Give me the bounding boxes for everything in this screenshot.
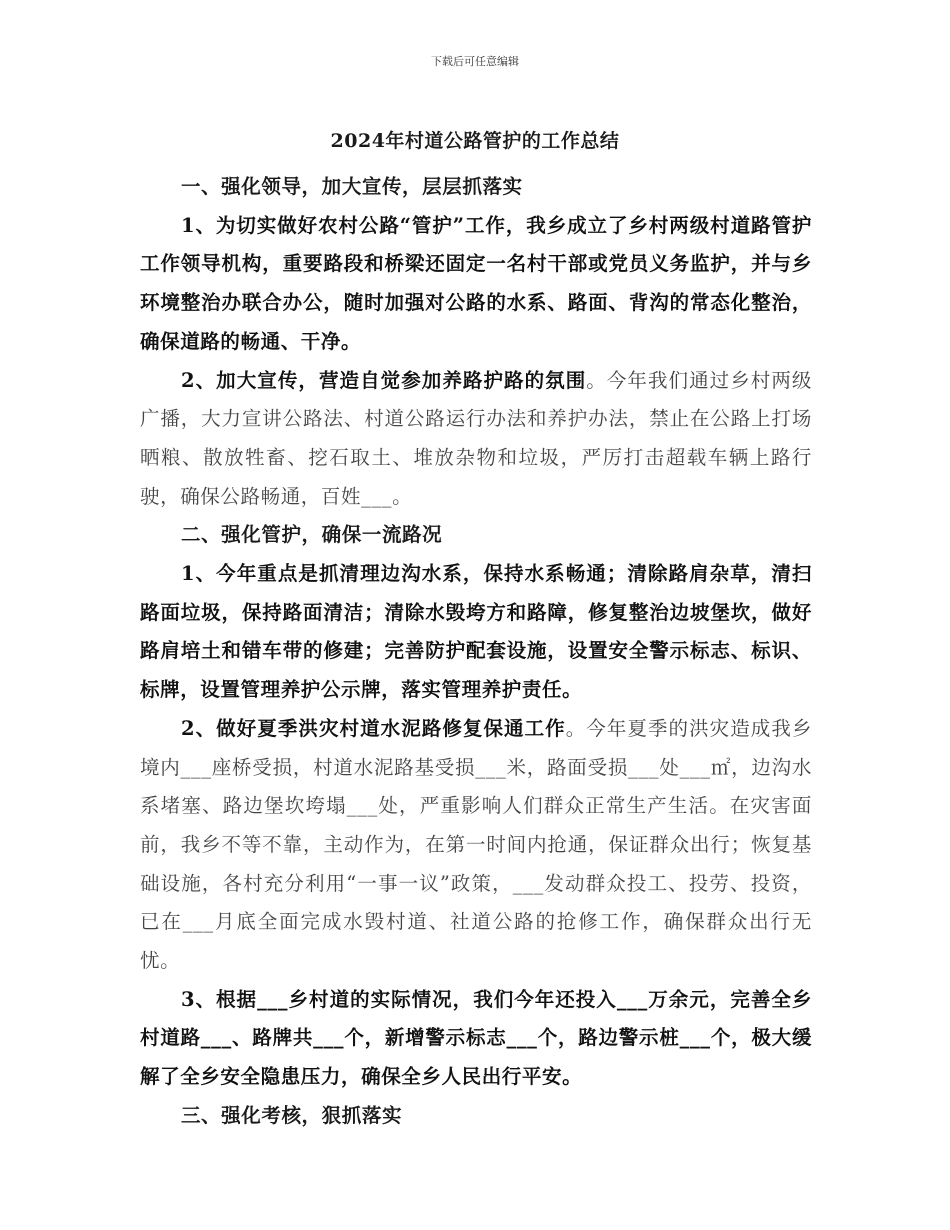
section-heading-3: 三、强化考核，狠抓落实 [180,1103,403,1127]
paragraph-2-2 [140,710,812,981]
paragraph-lead: 1、为切实做好农村公路“管护”工作，我乡成立了乡村两级村道路管护工作领导机构，重要路段和桥梁还固定一名村干部或党员义务监护，并与乡环境整治办联合办公，随时加强对公路的水系、路面、背沟的常态化整治，确保道路的畅通、干净。 [140,213,812,353]
paragraph-2-1 [140,555,812,710]
section-heading-1: 一、强化领导，加大宣传，层层抓落实 [180,175,523,198]
paragraph-1-2 [140,362,812,517]
paragraph-rest: 。今年夏季的洪灾造成我乡境内___座桥受损，村道水泥路基受损___米，路面受损___处___㎡，边沟水系堵塞、路边堡坎垮塌___处，严重影响人们群众正常生产生活。在灾害面前，我乡不等不靠，主动作为，在第一时间内抢通，保证群众出行；恢复基础设施，各村充分利用“一事一议”政策，___发动群众投工、投劳、投资，已在___月底全面完成水毁村道、社道公路的抢修工作，确保群众出行无忧。 [140,716,812,973]
paragraph-rest: 。今年我们通过乡村两级广播，大力宣讲公路法、村道公路运行办法和养护办法，禁止在公路上打场晒粮、散放牲畜、挖石取土、堆放杂物和垃圾，严厉打击超载车辆上路行驶，确保公路畅通，百姓___。 [140,368,812,508]
document-title: 2024年村道公路管护的工作总结 [330,130,620,152]
paragraph-lead: 2、做好夏季洪灾村道水泥路修复保通工作 [180,716,566,740]
document-body [140,168,812,1136]
paragraph-lead: 2、加大宣传，营造自觉参加养路护路的氛围 [180,368,587,392]
paragraph-lead: 1、今年重点是抓清理边沟水系，保持水系畅通；清除路肩杂草，清扫路面垃圾，保持路面清洁；清除水毁垮方和路障，修复整治边坡堡坎，做好路肩培土和错车带的修建；完善防护配套设施，设置安全警示标志、标识、标牌，设置管理养护公示牌，落实管理养护责任。 [140,562,812,702]
header-note: 下载后可任意编辑 [431,55,519,68]
section-heading-2: 二、强化管护，确保一流路况 [180,523,443,547]
paragraph-2-3 [140,981,812,1097]
paragraph-lead: 3、根据___乡村道的实际情况，我们今年还投入___万余元，完善全乡村道路___、路牌共___个，新增警示标志___个，路边警示桩___个，极大缓解了全乡安全隐患压力，确保全乡人民出行平安。 [140,987,812,1089]
paragraph-1-1 [140,207,812,362]
